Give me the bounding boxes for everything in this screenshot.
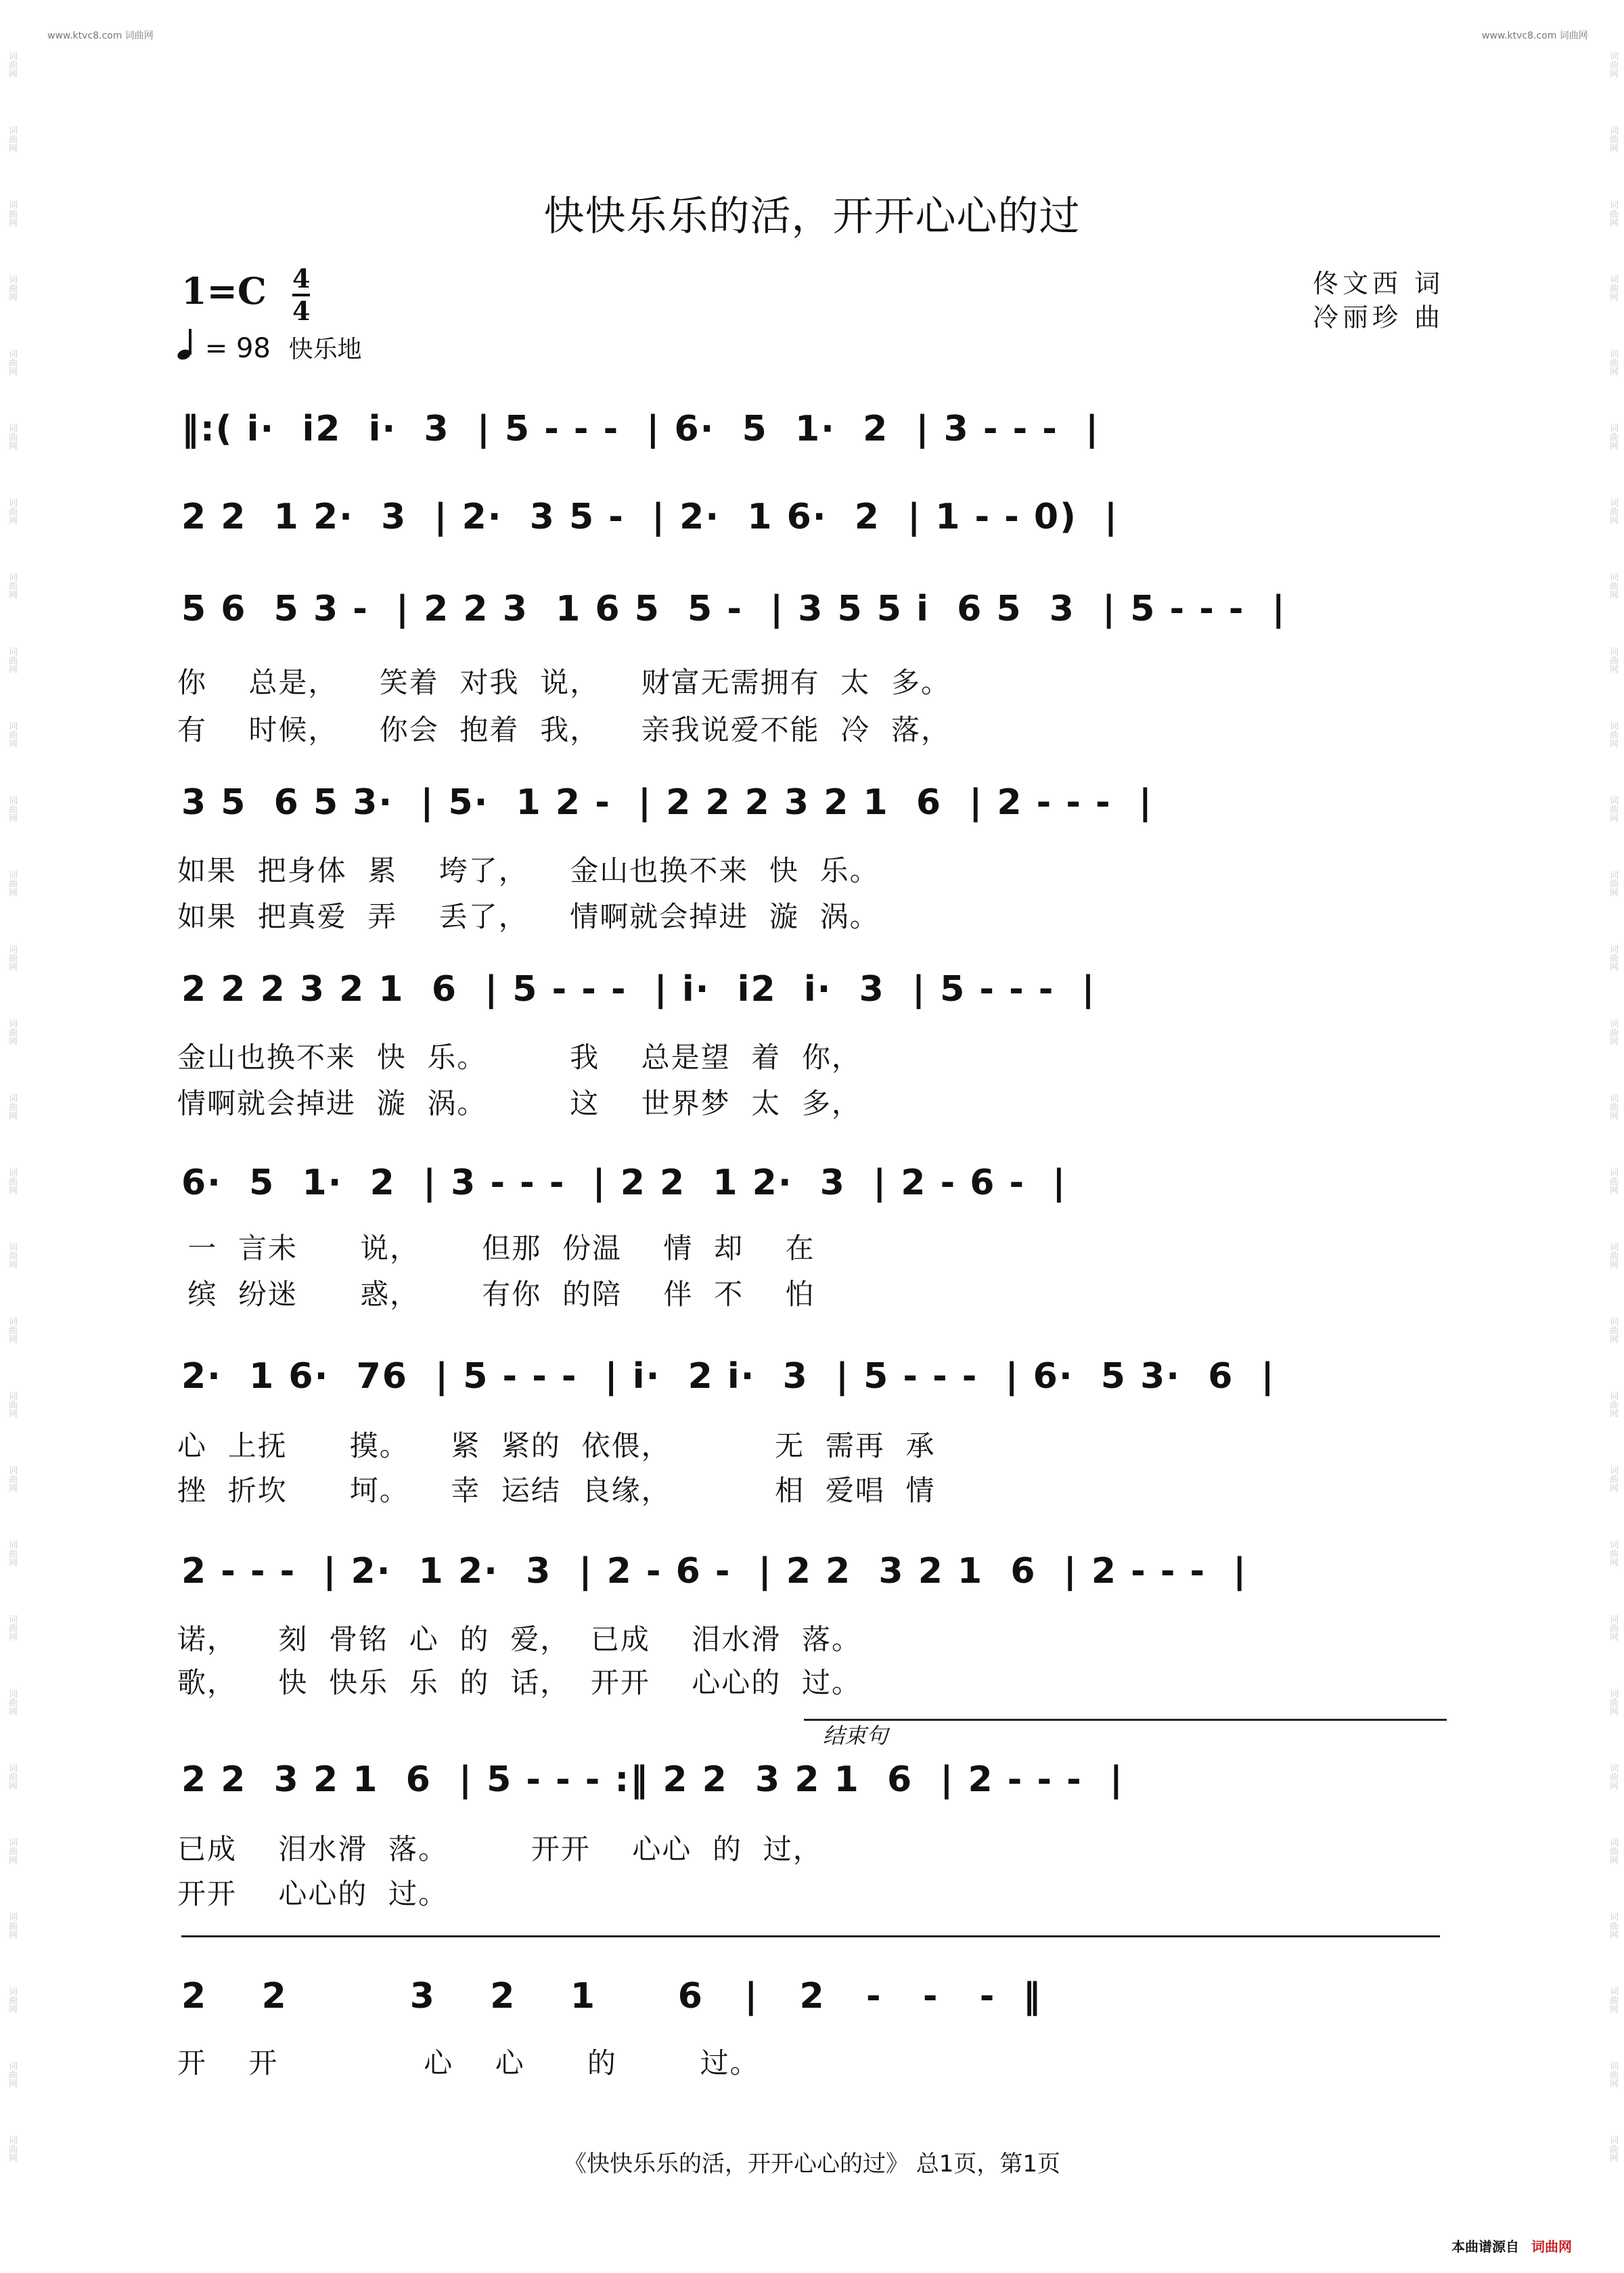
side-watermark-text: 词曲网 — [7, 125, 17, 152]
system-8-lyric-1: 诺， 刻 骨铭 心 的 爱， 已成 泪水滑 落。 — [177, 1623, 862, 1656]
side-watermark-text: 词曲网 — [1608, 1912, 1618, 1939]
side-watermark-text: 词曲网 — [1608, 1688, 1618, 1715]
side-watermark-text: 词曲网 — [7, 870, 17, 897]
side-watermark-text: 词曲网 — [7, 1242, 17, 1269]
system-7-lyric-1: 心 上抚 摸。 紧 紧的 依偎， 无 需再 承 — [177, 1429, 936, 1462]
system-9-notes: 2 2 3 2 1 6 | 5 - - - :‖ 2 2 3 2 1 6 | 2 - - - | — [181, 1759, 1124, 1800]
side-watermark-text: 词曲网 — [7, 721, 17, 748]
side-watermark-text: 词曲网 — [1608, 1316, 1618, 1343]
side-watermark-text: 词曲网 — [7, 423, 17, 450]
system-4-lyric-1: 如果 把身体 累 垮了， 金山也换不来 快 乐。 — [177, 854, 880, 887]
side-watermark-text: 词曲网 — [1608, 870, 1618, 897]
lyricist-credit: 佟文西 词 — [1313, 269, 1445, 298]
system-7-notes: 2· 1 6· 76 | 5 - - - | i· 2 i· 3 | 5 - - - | 6· 5 3· 6 | — [181, 1356, 1276, 1397]
composer-credit: 冷丽珍 曲 — [1313, 302, 1445, 332]
song-title: 快快乐乐的活，开开心心的过 — [543, 193, 1081, 240]
side-watermark-text: 词曲网 — [1608, 1093, 1618, 1120]
system-3-notes: 5 6 5 3 - | 2 2 3 1 6 5 5 - | 3 5 5 i 6 5 3 | 5 - - - | — [181, 589, 1286, 629]
side-watermark-text: 词曲网 — [1608, 274, 1618, 301]
side-watermark-text: 词曲网 — [7, 572, 17, 599]
side-watermark-text: 词曲网 — [7, 348, 17, 376]
system-1-notes: ‖:( i· i2 i· 3 | 5 - - - | 6· 5 1· 2 | 3 - - - | — [181, 409, 1100, 449]
side-watermark-text: 词曲网 — [7, 1018, 17, 1045]
system-6-lyric-2: 缤 纷迷 惑， 有你 的陪 伴 不 怕 — [177, 1278, 815, 1311]
side-watermark-text: 词曲网 — [7, 1316, 17, 1343]
side-watermark-text: 词曲网 — [1608, 1986, 1618, 2013]
side-watermark-text: 词曲网 — [1608, 51, 1618, 78]
side-watermark-text: 词曲网 — [7, 200, 17, 227]
system-8-lyric-2: 歌， 快 快乐 乐 的 话， 开开 心心的 过。 — [177, 1666, 862, 1699]
ending-bracket — [804, 1719, 1447, 1721]
site-watermark-left: www.ktvc8.com 词曲网 — [47, 30, 154, 41]
side-watermark-left — [3, 27, 20, 2240]
page-footer: 《快快乐乐的活，开开心心的过》 总1页，第1页 — [563, 2151, 1061, 2178]
side-watermark-text: 词曲网 — [1608, 795, 1618, 822]
system-6-notes: 6· 5 1· 2 | 3 - - - | 2 2 1 2· 3 | 2 - 6 - | — [181, 1163, 1067, 1203]
side-watermark-text: 词曲网 — [7, 1539, 17, 1567]
quarter-note-icon — [177, 328, 196, 361]
final-section-rule — [181, 1935, 1440, 1937]
side-watermark-text: 词曲网 — [1608, 2135, 1618, 2162]
side-watermark-text: 词曲网 — [7, 1912, 17, 1939]
source-credit-site: 词曲网 — [1531, 2238, 1572, 2255]
side-watermark-text: 词曲网 — [1608, 572, 1618, 599]
side-watermark-text: 词曲网 — [1608, 497, 1618, 524]
time-signature-bottom: 4 — [292, 296, 311, 326]
side-watermark-text: 词曲网 — [1608, 944, 1618, 971]
side-watermark-text: 词曲网 — [1608, 423, 1618, 450]
side-watermark-text: 词曲网 — [7, 1986, 17, 2013]
time-signature — [292, 265, 310, 325]
side-watermark-text: 词曲网 — [7, 1391, 17, 1418]
system-7-lyric-2: 挫 折坎 坷。 幸 运结 良缘， 相 爱唱 情 — [177, 1474, 936, 1507]
tempo-expression: 快乐地 — [288, 336, 362, 363]
source-credit — [1451, 2236, 1572, 2255]
system-5-lyric-1: 金山也换不来 快 乐。 我 总是望 着 你， — [177, 1041, 862, 1074]
side-watermark-text: 词曲网 — [7, 1614, 17, 1641]
side-watermark-text: 词曲网 — [7, 1763, 17, 1790]
system-2-notes: 2 2 1 2· 3 | 2· 3 5 - | 2· 1 6· 2 | 1 - - 0) | — [181, 497, 1119, 537]
tempo-marking — [177, 328, 362, 365]
source-credit-label: 本曲谱源自 — [1451, 2238, 1519, 2255]
side-watermark-text: 词曲网 — [1608, 125, 1618, 152]
system-10-notes: 2 2 3 2 1 6 | 2 - - - ‖ — [181, 1976, 1042, 2017]
side-watermark-text: 词曲网 — [7, 274, 17, 301]
side-watermark-text: 词曲网 — [1608, 1018, 1618, 1045]
side-watermark-text: 词曲网 — [1608, 1539, 1618, 1567]
side-watermark-text: 词曲网 — [7, 497, 17, 524]
side-watermark-text: 词曲网 — [1608, 1614, 1618, 1641]
side-watermark-text: 词曲网 — [7, 1093, 17, 1120]
side-watermark-text: 词曲网 — [1608, 1763, 1618, 1790]
side-watermark-text: 词曲网 — [7, 1167, 17, 1194]
tempo-value: = 98 — [204, 333, 271, 364]
system-3-lyric-2: 有 时候， 你会 抱着 我， 亲我说爱不能 冷 落， — [177, 713, 951, 746]
side-watermark-text: 词曲网 — [1608, 2061, 1618, 2088]
system-9-lyric-1: 已成 泪水滑 落。 开开 心心 的 过， — [177, 1832, 823, 1866]
side-watermark-text: 词曲网 — [1608, 721, 1618, 748]
side-watermark-text: 词曲网 — [1608, 1242, 1618, 1269]
key-signature: 1=C — [181, 269, 267, 313]
side-watermark-text: 词曲网 — [7, 2135, 17, 2162]
system-5-notes: 2 2 2 3 2 1 6 | 5 - - - | i· i2 i· 3 | 5 - - - | — [181, 969, 1096, 1010]
side-watermark-text: 词曲网 — [7, 944, 17, 971]
side-watermark-text: 词曲网 — [7, 2061, 17, 2088]
side-watermark-text: 词曲网 — [1608, 348, 1618, 376]
system-10-lyric-1: 开 开 心 心 的 过。 — [177, 2046, 760, 2079]
side-watermark-text: 词曲网 — [7, 1688, 17, 1715]
side-watermark-text: 词曲网 — [7, 646, 17, 673]
system-5-lyric-2: 情啊就会掉进 漩 涡。 这 世界梦 太 多， — [177, 1087, 862, 1120]
system-3-lyric-1: 你 总是， 笑着 对我 说， 财富无需拥有 太 多。 — [177, 666, 951, 699]
system-8-notes: 2 - - - | 2· 1 2· 3 | 2 - 6 - | 2 2 3 2 1 6 | 2 - - - | — [181, 1551, 1248, 1592]
side-watermark-text: 词曲网 — [1608, 1465, 1618, 1492]
side-watermark-text: 词曲网 — [7, 1837, 17, 1864]
system-6-lyric-1: 一 言未 说， 但那 份温 情 却 在 — [177, 1232, 815, 1265]
side-watermark-text: 词曲网 — [1608, 1837, 1618, 1864]
side-watermark-text: 词曲网 — [1608, 1167, 1618, 1194]
side-watermark-text: 词曲网 — [7, 51, 17, 78]
ending-label: 结束句 — [823, 1723, 888, 1749]
side-watermark-text: 词曲网 — [1608, 1391, 1618, 1418]
side-watermark-right — [1604, 27, 1621, 2240]
side-watermark-text: 词曲网 — [1608, 646, 1618, 673]
side-watermark-text: 词曲网 — [7, 795, 17, 822]
system-4-lyric-2: 如果 把真爱 弄 丢了， 情啊就会掉进 漩 涡。 — [177, 900, 880, 933]
site-watermark-right: www.ktvc8.com 词曲网 — [1482, 30, 1588, 41]
time-signature-top: 4 — [292, 263, 311, 294]
side-watermark-text: 词曲网 — [1608, 200, 1618, 227]
system-9-lyric-2: 开开 心心的 过。 — [177, 1877, 449, 1910]
side-watermark-text: 词曲网 — [7, 1465, 17, 1492]
system-4-notes: 3 5 6 5 3· | 5· 1 2 - | 2 2 2 3 2 1 6 | 2 - - - | — [181, 782, 1153, 823]
